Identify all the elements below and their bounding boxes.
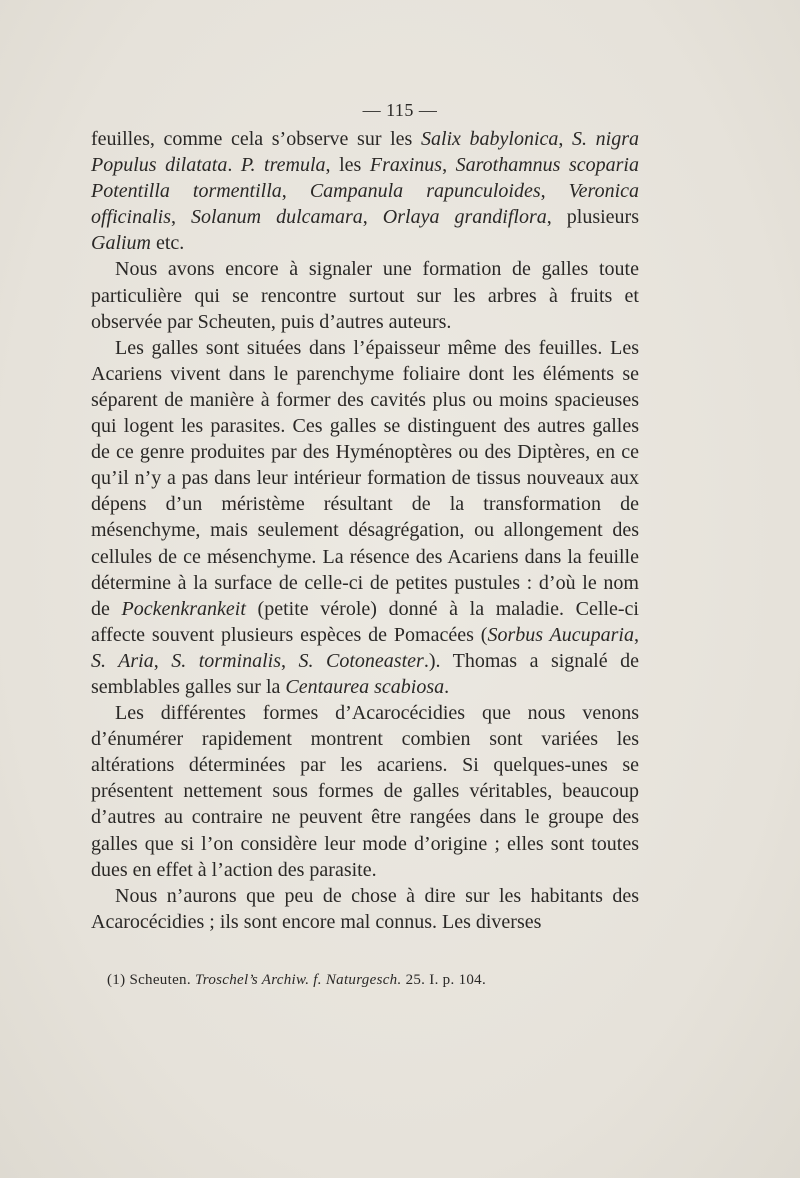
page-number: — 115 — xyxy=(362,100,438,120)
body-text xyxy=(91,126,639,935)
footnote-reference: 25. I. p. 104. xyxy=(405,972,487,988)
footnote xyxy=(107,970,637,990)
paragraph-p5: Nous n’aurons que peu de chose à dire sur les habitants des Acarocécidies ; ils sont encore mal connus. Les diverses xyxy=(91,884,639,933)
paragraph-p2: Nous avons encore à signaler une formation de galles toute particulière qui se rencontre surtout sur les arbres à fruits et observée par Scheuten, puis d’autres auteurs. xyxy=(91,258,639,333)
footnote-marker: (1) Scheuten. xyxy=(107,972,191,988)
paragraph-p3: Les galles sont situées dans l’épaisseur même des feuilles. Les Acariens vivent dans le parenchyme foliaire dont les éléments se séparent de manière à former des cavités plus ou moins spacieuses qui logent les parasites. Ces galles se distinguent des autres galles de ce genre produites par des Hyménoptères ou des Diptères, en ce qu’il n’y a pas dans leur intérieur formation de tissus nouveaux aux dépens d’un méristème résultant de la transformation de mésenchyme, mais seulement désagrégation, ou allongement des cellules de ce mésenchyme. La résence des Acariens dans la feuille détermine à la surface de celle-ci de petites pustules : d’où le nom de Pockenkrankeit (petite vérole) donné à la maladie. Celle-ci affecte souvent plusieurs espèces de Pomacées (Sorbus Aucuparia, S. Aria, S. torminalis, S. Cotoneaster.). Thomas a signalé de semblables galles sur la Centaurea scabiosa. xyxy=(91,336,640,698)
footnote-source: Troschel’s Archiw. f. Naturgesch. xyxy=(194,972,402,988)
paragraph-p4: Les différentes formes d’Acarocécidies que nous venons d’énumérer rapidement montrent combien sont variées les altérations déterminées par les acariens. Si quelques-unes se présentent nettement sous formes de galles véritables, beaucoup d’autres au contraire ne peuvent être rangées dans le groupe des galles que si l’on considère leur mode d’origine ; elles sont toutes dues en effet à l’action des parasite. xyxy=(91,702,639,881)
paragraph-p1: feuilles, comme cela s’observe sur les Salix babylonica, S. nigra Populus dilatata. P. tremula, les Fraxinus, Sarothamnus scoparia Potentilla tormentilla, Campanula rapunculoides, Veronica officinalis, Solanum dulcamara, Orlaya grandiflora, plusieurs Galium etc. xyxy=(91,128,640,255)
